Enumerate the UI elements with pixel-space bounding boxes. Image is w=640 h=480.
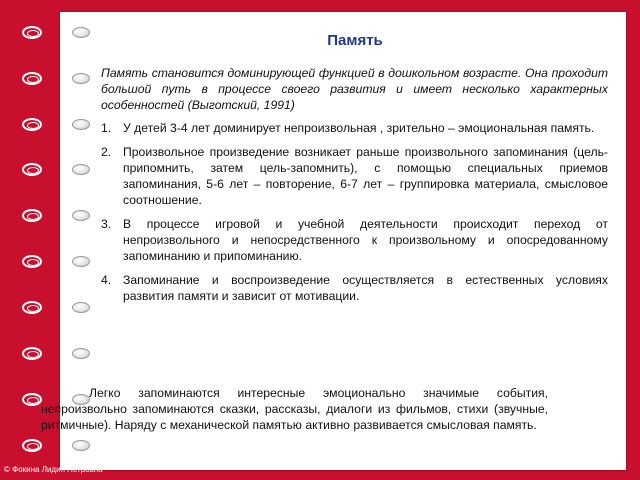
list-item-text: У детей 3-4 лет доминирует непроизвольная , зрительно – эмоциональная память. <box>123 121 595 135</box>
list-item <box>101 144 608 208</box>
punch-hole-icon <box>72 73 90 84</box>
binder-ring-icon <box>22 347 42 360</box>
binder-ring-icon <box>22 118 42 131</box>
copyright-text: © Фокина Лидия Петровна <box>4 465 103 474</box>
binder-ring-icon <box>22 439 42 452</box>
binder-ring-icon <box>22 26 42 39</box>
list-item-text: Запоминание и воспроизведение осуществляется в естественных условиях развития памяти и зависит от мотивации. <box>123 273 608 303</box>
binder-ring-icon <box>22 163 42 176</box>
intro-paragraph: Память становится доминирующей функцией в дошкольном возрасте. Она проходит большой путь в процессе своего развития и имеет несколько характерных особенностей (Выготский, 1991) <box>101 66 608 112</box>
list-item <box>101 272 608 304</box>
binder-ring-icon <box>22 255 42 268</box>
binder-ring-icon <box>22 209 42 222</box>
slide-title: Память <box>327 32 383 49</box>
binder-ring-icon <box>22 393 42 406</box>
list-item-number: 4. <box>101 273 112 287</box>
list-item-text: Произвольное произведение возникает раньше произвольного запоминания (цель-припомнить, затем цель-запомнить), с помощью специальных приемов запоминания, 5-6 лет – повторение, 6-7 лет – группировка материала, смысловое соотношение. <box>123 145 608 207</box>
punch-hole-icon <box>72 348 90 359</box>
punch-hole-icon <box>72 302 90 313</box>
binder-ring-icon <box>22 72 42 85</box>
list-item-number: 3. <box>101 217 112 231</box>
slide-body <box>101 65 608 312</box>
features-list <box>101 120 608 304</box>
list-item-number: 1. <box>101 121 112 135</box>
list-item-number: 2. <box>101 145 112 159</box>
punch-hole-icon <box>72 256 90 267</box>
list-item-text: В процессе игровой и учебной деятельности происходит переход от непроизвольного и непосредственного к произвольному и опосредованному запоминанию и припоминанию. <box>123 217 608 263</box>
closing-paragraph: Легко запоминаются интересные эмоционально значимые события, непроизвольно запоминаются сказки, рассказы, диалоги из фильмов, стихи (звучные, ритмичные). Наряду с механической памятью активно развивается смысловая память. <box>41 386 548 432</box>
list-item <box>101 216 608 264</box>
binder-ring-icon <box>22 301 42 314</box>
punch-hole-icon <box>72 210 90 221</box>
punch-hole-icon <box>72 164 90 175</box>
list-item <box>101 120 608 136</box>
punch-hole-icon <box>72 440 90 451</box>
punch-hole-icon <box>72 119 90 130</box>
